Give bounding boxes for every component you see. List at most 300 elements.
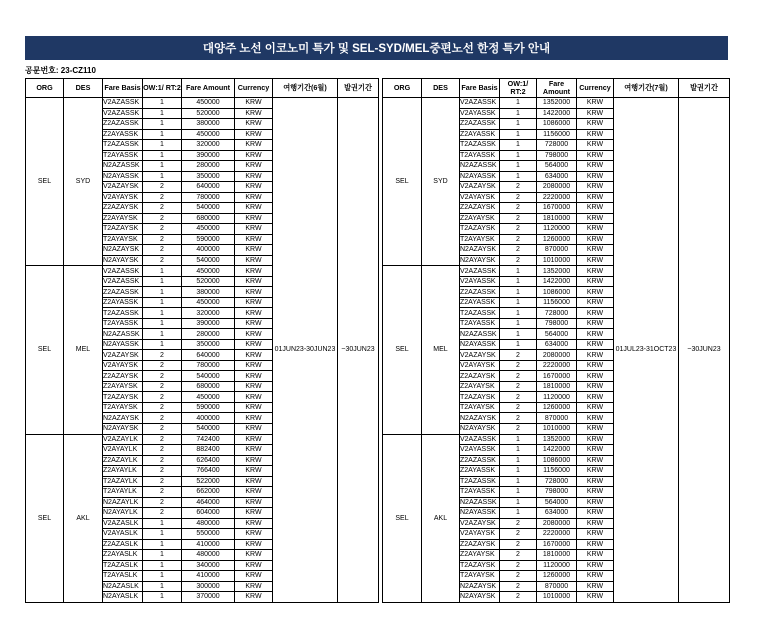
fare-basis-cell: Z2AYAYLK: [103, 466, 143, 477]
trip-type-cell: 2: [500, 529, 537, 540]
fare-amount-cell: 1810000: [537, 550, 577, 561]
fare-basis-cell: Z2AYASSK: [103, 129, 143, 140]
fare-amount-cell: 640000: [182, 350, 235, 361]
fare-basis-cell: V2AZASSK: [460, 434, 500, 445]
trip-type-cell: 1: [143, 592, 182, 603]
fare-amount-cell: 1670000: [537, 371, 577, 382]
fare-amount-cell: 520000: [182, 276, 235, 287]
fare-basis-cell: T2AZAYSK: [103, 224, 143, 235]
trip-type-cell: 1: [143, 518, 182, 529]
fare-amount-cell: 320000: [182, 308, 235, 319]
fare-amount-cell: 2080000: [537, 350, 577, 361]
currency-cell: KRW: [235, 581, 273, 592]
fare-amount-cell: 882400: [182, 445, 235, 456]
fare-basis-cell: T2AYASSK: [103, 318, 143, 329]
fare-basis-cell: T2AZAYSK: [460, 224, 500, 235]
currency-cell: KRW: [235, 350, 273, 361]
document-number: 공문번호: 23-CZ110: [25, 66, 96, 75]
origin-cell: SEL: [26, 266, 64, 434]
currency-cell: KRW: [577, 466, 614, 477]
fare-amount-cell: 564000: [537, 161, 577, 172]
fare-amount-cell: 680000: [182, 381, 235, 392]
fare-amount-cell: 1120000: [537, 560, 577, 571]
currency-cell: KRW: [235, 318, 273, 329]
trip-type-cell: 2: [143, 466, 182, 477]
fare-basis-cell: V2AYASLK: [103, 529, 143, 540]
fare-basis-cell: V2AZAYSK: [460, 350, 500, 361]
fare-amount-cell: 1422000: [537, 276, 577, 287]
currency-cell: KRW: [577, 434, 614, 445]
fare-basis-cell: V2AYAYSK: [103, 360, 143, 371]
trip-type-cell: 1: [500, 318, 537, 329]
travel-period-cell: 01JUN23-30JUN23: [273, 98, 338, 603]
trip-type-cell: 1: [500, 150, 537, 161]
currency-cell: KRW: [577, 171, 614, 182]
trip-type-cell: 2: [143, 413, 182, 424]
column-header: Currency: [577, 79, 614, 98]
trip-type-cell: 2: [500, 560, 537, 571]
trip-type-cell: 2: [500, 192, 537, 203]
fare-amount-cell: 1810000: [537, 213, 577, 224]
currency-cell: KRW: [577, 287, 614, 298]
currency-cell: KRW: [577, 224, 614, 235]
fare-amount-cell: 540000: [182, 203, 235, 214]
currency-cell: KRW: [577, 423, 614, 434]
trip-type-cell: 2: [500, 213, 537, 224]
trip-type-cell: 2: [143, 392, 182, 403]
currency-cell: KRW: [235, 592, 273, 603]
fare-amount-cell: 634000: [537, 171, 577, 182]
currency-cell: KRW: [235, 287, 273, 298]
trip-type-cell: 1: [500, 308, 537, 319]
fare-basis-cell: Z2AYASSK: [460, 466, 500, 477]
fare-amount-cell: 870000: [537, 581, 577, 592]
trip-type-cell: 1: [500, 140, 537, 151]
fare-basis-cell: V2AZASSK: [103, 276, 143, 287]
fare-basis-cell: Z2AZASSK: [460, 287, 500, 298]
fare-amount-cell: 2080000: [537, 182, 577, 193]
fare-amount-cell: 400000: [182, 413, 235, 424]
currency-cell: KRW: [577, 529, 614, 540]
trip-type-cell: 1: [143, 581, 182, 592]
currency-cell: KRW: [577, 508, 614, 519]
trip-type-cell: 2: [143, 455, 182, 466]
fare-amount-cell: 742400: [182, 434, 235, 445]
currency-cell: KRW: [235, 297, 273, 308]
fare-amount-cell: 2080000: [537, 518, 577, 529]
trip-type-cell: 2: [143, 350, 182, 361]
fare-amount-cell: 1156000: [537, 297, 577, 308]
fare-basis-cell: T2AYAYSK: [460, 402, 500, 413]
fare-basis-cell: T2AZASSK: [460, 308, 500, 319]
fare-amount-cell: 1086000: [537, 119, 577, 130]
fare-basis-cell: Z2AYASSK: [103, 297, 143, 308]
trip-type-cell: 1: [143, 539, 182, 550]
fare-basis-cell: Z2AYAYSK: [103, 381, 143, 392]
currency-cell: KRW: [235, 308, 273, 319]
origin-cell: SEL: [383, 266, 422, 434]
fare-amount-cell: 450000: [182, 297, 235, 308]
fare-amount-cell: 450000: [182, 392, 235, 403]
fare-amount-cell: 380000: [182, 119, 235, 130]
trip-type-cell: 2: [500, 224, 537, 235]
fare-amount-cell: 520000: [182, 108, 235, 119]
fare-amount-cell: 604000: [182, 508, 235, 519]
trip-type-cell: 2: [143, 497, 182, 508]
fare-basis-cell: T2AZAYSK: [460, 392, 500, 403]
column-header: DES: [64, 79, 103, 98]
fare-basis-cell: T2AZASLK: [103, 560, 143, 571]
currency-cell: KRW: [235, 560, 273, 571]
trip-type-cell: 1: [143, 171, 182, 182]
currency-cell: KRW: [577, 234, 614, 245]
fare-amount-cell: 1422000: [537, 108, 577, 119]
fare-basis-cell: T2AYASLK: [103, 571, 143, 582]
trip-type-cell: 2: [143, 203, 182, 214]
currency-cell: KRW: [235, 213, 273, 224]
fare-amount-cell: 1010000: [537, 423, 577, 434]
fare-amount-cell: 280000: [182, 161, 235, 172]
fare-amount-cell: 380000: [182, 287, 235, 298]
trip-type-cell: 2: [500, 360, 537, 371]
currency-cell: KRW: [235, 140, 273, 151]
trip-type-cell: 2: [500, 350, 537, 361]
fare-amount-cell: 1086000: [537, 455, 577, 466]
currency-cell: KRW: [235, 161, 273, 172]
fare-amount-cell: 370000: [182, 592, 235, 603]
fare-basis-cell: Z2AZAYSK: [460, 371, 500, 382]
fare-basis-cell: N2AYAYSK: [103, 255, 143, 266]
fare-amount-cell: 410000: [182, 539, 235, 550]
currency-cell: KRW: [577, 182, 614, 193]
fare-basis-cell: T2AYASSK: [460, 318, 500, 329]
fare-amount-cell: 640000: [182, 182, 235, 193]
fare-basis-cell: T2AYAYSK: [103, 402, 143, 413]
trip-type-cell: 1: [500, 129, 537, 140]
fare-amount-cell: 626400: [182, 455, 235, 466]
column-header: 발권기간: [338, 79, 379, 98]
currency-cell: KRW: [577, 329, 614, 340]
fare-basis-cell: V2AZAYSK: [460, 518, 500, 529]
fare-amount-cell: 1352000: [537, 98, 577, 109]
fare-amount-cell: 1120000: [537, 392, 577, 403]
fare-amount-cell: 1422000: [537, 445, 577, 456]
fare-amount-cell: 1260000: [537, 571, 577, 582]
trip-type-cell: 1: [143, 276, 182, 287]
fare-basis-cell: V2AYASSK: [460, 276, 500, 287]
trip-type-cell: 1: [500, 119, 537, 130]
fare-amount-cell: 680000: [182, 213, 235, 224]
fare-amount-cell: 540000: [182, 423, 235, 434]
fare-amount-cell: 1352000: [537, 434, 577, 445]
fare-basis-cell: Z2AZAYLK: [103, 455, 143, 466]
fare-basis-cell: V2AYAYSK: [103, 192, 143, 203]
column-header: 여행기간(7월): [614, 79, 679, 98]
trip-type-cell: 2: [143, 255, 182, 266]
fare-amount-cell: 1010000: [537, 255, 577, 266]
currency-cell: KRW: [235, 423, 273, 434]
fare-basis-cell: Z2AZASSK: [460, 455, 500, 466]
fare-basis-cell: T2AYASSK: [460, 150, 500, 161]
currency-cell: KRW: [577, 266, 614, 277]
fare-amount-cell: 1086000: [537, 287, 577, 298]
currency-cell: KRW: [235, 550, 273, 561]
currency-cell: KRW: [235, 381, 273, 392]
trip-type-cell: 2: [500, 581, 537, 592]
fare-basis-cell: V2AYAYSK: [460, 529, 500, 540]
trip-type-cell: 1: [500, 434, 537, 445]
fare-basis-cell: N2AZAYSK: [103, 413, 143, 424]
trip-type-cell: 2: [500, 203, 537, 214]
fare-basis-cell: Z2AZAYSK: [460, 203, 500, 214]
currency-cell: KRW: [577, 245, 614, 256]
currency-cell: KRW: [235, 434, 273, 445]
column-header: Fare Amount: [182, 79, 235, 98]
fare-basis-cell: N2AZASLK: [103, 581, 143, 592]
fare-amount-cell: 464000: [182, 497, 235, 508]
fare-basis-cell: V2AZASSK: [103, 98, 143, 109]
currency-cell: KRW: [235, 234, 273, 245]
currency-cell: KRW: [577, 98, 614, 109]
trip-type-cell: 2: [500, 571, 537, 582]
column-header: OW:1/ RT:2: [143, 79, 182, 98]
fare-amount-cell: 798000: [537, 150, 577, 161]
fare-basis-cell: V2AZASLK: [103, 518, 143, 529]
ticketing-period-cell: ~30JUN23: [338, 98, 379, 603]
currency-cell: KRW: [235, 455, 273, 466]
trip-type-cell: 1: [500, 476, 537, 487]
fare-amount-cell: 1670000: [537, 539, 577, 550]
fare-amount-cell: 1352000: [537, 266, 577, 277]
fare-basis-cell: V2AYASSK: [460, 108, 500, 119]
fare-amount-cell: 2220000: [537, 360, 577, 371]
trip-type-cell: 1: [500, 445, 537, 456]
trip-type-cell: 1: [500, 508, 537, 519]
fare-basis-cell: Z2AYAYSK: [460, 213, 500, 224]
trip-type-cell: 1: [143, 318, 182, 329]
trip-type-cell: 2: [143, 423, 182, 434]
trip-type-cell: 1: [500, 466, 537, 477]
fare-basis-cell: V2AYAYSK: [460, 192, 500, 203]
fare-basis-cell: N2AYASSK: [460, 508, 500, 519]
fare-basis-cell: N2AZASSK: [460, 161, 500, 172]
fare-basis-cell: Z2AZAYSK: [103, 371, 143, 382]
trip-type-cell: 2: [500, 518, 537, 529]
fare-amount-cell: 1156000: [537, 466, 577, 477]
currency-cell: KRW: [577, 308, 614, 319]
origin-cell: SEL: [26, 98, 64, 266]
trip-type-cell: 2: [500, 402, 537, 413]
fare-basis-cell: T2AZASSK: [103, 308, 143, 319]
table-header-row: [26, 79, 379, 98]
trip-type-cell: 2: [143, 245, 182, 256]
fare-basis-cell: N2AYASLK: [103, 592, 143, 603]
currency-cell: KRW: [235, 129, 273, 140]
currency-cell: KRW: [235, 360, 273, 371]
currency-cell: KRW: [235, 339, 273, 350]
fare-amount-cell: 320000: [182, 140, 235, 151]
trip-type-cell: 1: [500, 266, 537, 277]
fare-amount-cell: 870000: [537, 413, 577, 424]
fare-amount-cell: 870000: [537, 245, 577, 256]
column-header: 발권기간: [679, 79, 730, 98]
currency-cell: KRW: [577, 360, 614, 371]
fare-basis-cell: V2AZASSK: [460, 266, 500, 277]
column-header: ORG: [26, 79, 64, 98]
fare-amount-cell: 340000: [182, 560, 235, 571]
trip-type-cell: 2: [500, 423, 537, 434]
currency-cell: KRW: [235, 487, 273, 498]
trip-type-cell: 1: [500, 329, 537, 340]
fare-basis-cell: Z2AZASSK: [103, 119, 143, 130]
fare-basis-cell: N2AZASSK: [460, 329, 500, 340]
currency-cell: KRW: [577, 581, 614, 592]
currency-cell: KRW: [577, 539, 614, 550]
destination-cell: MEL: [64, 266, 103, 434]
currency-cell: KRW: [235, 413, 273, 424]
fare-basis-cell: T2AYAYSK: [460, 571, 500, 582]
currency-cell: KRW: [235, 497, 273, 508]
trip-type-cell: 2: [143, 434, 182, 445]
destination-cell: SYD: [422, 98, 460, 266]
destination-cell: SYD: [64, 98, 103, 266]
fare-basis-cell: N2AZASSK: [103, 161, 143, 172]
column-header: DES: [422, 79, 460, 98]
fare-amount-cell: 480000: [182, 518, 235, 529]
fare-amount-cell: 634000: [537, 508, 577, 519]
currency-cell: KRW: [235, 508, 273, 519]
trip-type-cell: 2: [143, 192, 182, 203]
trip-type-cell: 1: [143, 560, 182, 571]
currency-cell: KRW: [577, 518, 614, 529]
fare-basis-cell: Z2AYASSK: [460, 297, 500, 308]
fare-amount-cell: 728000: [537, 308, 577, 319]
trip-type-cell: 2: [143, 182, 182, 193]
fare-basis-cell: V2AYAYLK: [103, 445, 143, 456]
fare-basis-cell: Z2AYASLK: [103, 550, 143, 561]
currency-cell: KRW: [577, 255, 614, 266]
fare-amount-cell: 728000: [537, 140, 577, 151]
trip-type-cell: 2: [143, 360, 182, 371]
trip-type-cell: 2: [143, 213, 182, 224]
trip-type-cell: 2: [500, 392, 537, 403]
fare-basis-cell: N2AZASSK: [460, 497, 500, 508]
trip-type-cell: 2: [500, 245, 537, 256]
trip-type-cell: 1: [500, 98, 537, 109]
trip-type-cell: 2: [500, 255, 537, 266]
trip-type-cell: 1: [143, 98, 182, 109]
trip-type-cell: 2: [143, 476, 182, 487]
fare-amount-cell: 1260000: [537, 234, 577, 245]
fare-amount-cell: 450000: [182, 129, 235, 140]
trip-type-cell: 2: [143, 445, 182, 456]
fare-basis-cell: V2AZASSK: [103, 108, 143, 119]
column-header: Fare Basis: [460, 79, 500, 98]
column-header: Currency: [235, 79, 273, 98]
fare-amount-cell: 540000: [182, 371, 235, 382]
trip-type-cell: 1: [143, 150, 182, 161]
currency-cell: KRW: [235, 150, 273, 161]
currency-cell: KRW: [577, 150, 614, 161]
fare-amount-cell: 1670000: [537, 203, 577, 214]
currency-cell: KRW: [235, 98, 273, 109]
column-header: Fare Amount: [537, 79, 577, 98]
fare-basis-cell: T2AYAYLK: [103, 487, 143, 498]
fare-basis-cell: V2AZAYSK: [103, 182, 143, 193]
ticketing-period-cell: ~30JUN23: [679, 98, 730, 603]
fare-table-june: [25, 78, 379, 603]
fare-amount-cell: 550000: [182, 529, 235, 540]
currency-cell: KRW: [235, 182, 273, 193]
currency-cell: KRW: [577, 487, 614, 498]
fare-basis-cell: T2AYASSK: [103, 150, 143, 161]
trip-type-cell: 2: [500, 182, 537, 193]
fare-amount-cell: 780000: [182, 360, 235, 371]
destination-cell: AKL: [64, 434, 103, 602]
trip-type-cell: 2: [143, 234, 182, 245]
currency-cell: KRW: [577, 129, 614, 140]
currency-cell: KRW: [577, 476, 614, 487]
currency-cell: KRW: [235, 445, 273, 456]
fare-amount-cell: 780000: [182, 192, 235, 203]
currency-cell: KRW: [577, 192, 614, 203]
fare-amount-cell: 400000: [182, 245, 235, 256]
fare-amount-cell: 522000: [182, 476, 235, 487]
fare-amount-cell: 1260000: [537, 402, 577, 413]
currency-cell: KRW: [235, 255, 273, 266]
currency-cell: KRW: [577, 413, 614, 424]
fare-basis-cell: T2AZAYSK: [460, 560, 500, 571]
fare-amount-cell: 766400: [182, 466, 235, 477]
fare-basis-cell: Z2AYAYSK: [460, 381, 500, 392]
origin-cell: SEL: [383, 98, 422, 266]
currency-cell: KRW: [235, 171, 273, 182]
fare-amount-cell: 350000: [182, 339, 235, 350]
fare-amount-cell: 300000: [182, 581, 235, 592]
fare-amount-cell: 350000: [182, 171, 235, 182]
fare-basis-cell: Z2AZASSK: [460, 119, 500, 130]
fare-amount-cell: 634000: [537, 339, 577, 350]
trip-type-cell: 1: [143, 140, 182, 151]
fare-basis-cell: V2AZAYSK: [103, 350, 143, 361]
currency-cell: KRW: [235, 192, 273, 203]
currency-cell: KRW: [577, 213, 614, 224]
fare-basis-cell: V2AZAYLK: [103, 434, 143, 445]
currency-cell: KRW: [577, 445, 614, 456]
currency-cell: KRW: [235, 371, 273, 382]
fare-basis-cell: N2AYAYLK: [103, 508, 143, 519]
trip-type-cell: 2: [500, 371, 537, 382]
trip-type-cell: 1: [500, 161, 537, 172]
fare-amount-cell: 480000: [182, 550, 235, 561]
currency-cell: KRW: [235, 203, 273, 214]
currency-cell: KRW: [235, 329, 273, 340]
trip-type-cell: 1: [143, 339, 182, 350]
fare-amount-cell: 540000: [182, 255, 235, 266]
currency-cell: KRW: [235, 466, 273, 477]
fare-basis-cell: T2AZAYSK: [103, 392, 143, 403]
fare-basis-cell: N2AYASSK: [103, 171, 143, 182]
column-header: ORG: [383, 79, 422, 98]
currency-cell: KRW: [577, 381, 614, 392]
currency-cell: KRW: [577, 297, 614, 308]
fare-basis-cell: N2AYAYSK: [460, 255, 500, 266]
fare-basis-cell: Z2AZASSK: [103, 287, 143, 298]
trip-type-cell: 2: [500, 539, 537, 550]
trip-type-cell: 1: [500, 487, 537, 498]
fare-amount-cell: 798000: [537, 318, 577, 329]
fare-basis-cell: Z2AZAYSK: [460, 539, 500, 550]
